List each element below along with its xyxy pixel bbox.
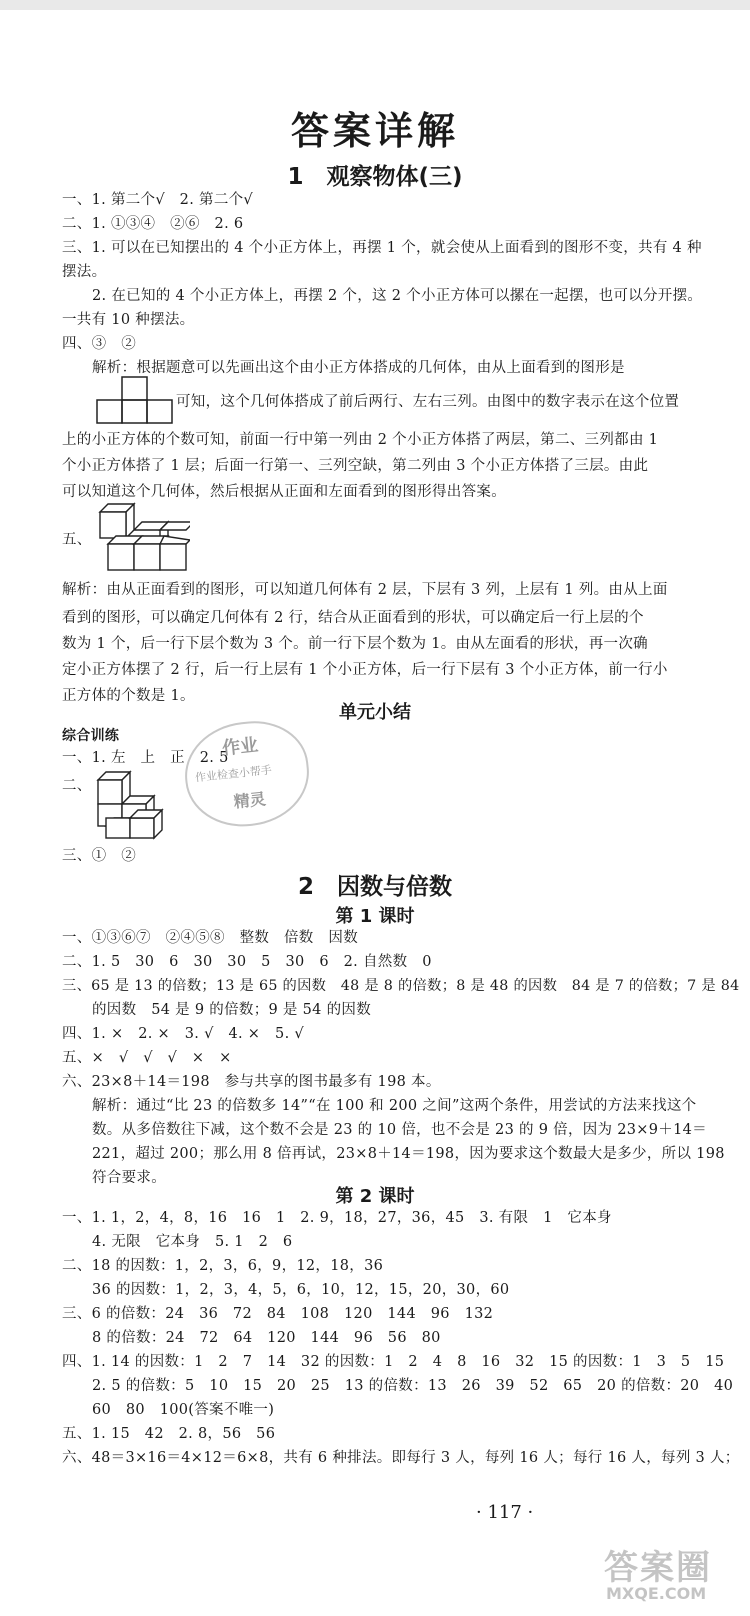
- answer-line: 60 80 100(答案不唯一): [92, 1402, 275, 1418]
- stamp-text-3: 精灵: [232, 789, 267, 812]
- analysis-line: 正方体的个数是 1。: [62, 688, 195, 704]
- lesson1-heading: 第 1 课时: [335, 906, 415, 927]
- answer-line: 五、1. 15 42 2. 8，56 56: [62, 1426, 276, 1442]
- analysis-line: 个小正方体搭了 1 层；后面一行第一、三列空缺，第二列由 3 个小正方体搭了三层。由此: [62, 458, 649, 474]
- answer-line: 六、48＝3×16＝4×12＝6×8，共有 6 种排法。即每行 3 人，每列 16 人；每行 16 人，每列 3 人；: [62, 1450, 740, 1466]
- answer-line: 一、1. 左 上 正 2. 5: [62, 750, 229, 766]
- analysis-line: 221，超过 200；那么用 8 倍再试，23×8＋14＝198，因为要求这个数最大是多少，所以 198: [92, 1146, 725, 1162]
- unit1-heading: 1 观察物体(三): [287, 164, 463, 190]
- summary-label: 综合训练: [62, 728, 120, 744]
- analysis-line: 数。从多倍数往下减，这个数不会是 23 的 10 倍，也不会是 23 的 9 倍，因为 23×9＋14＝: [92, 1122, 707, 1138]
- analysis-line: 上的小正方体的个数可知，前面一行中第一列由 2 个小正方体搭了两层，第二、三列都由 1: [62, 432, 659, 448]
- site-watermark: [598, 1540, 738, 1610]
- answer-line: 三、① ②: [62, 848, 136, 864]
- lesson2-heading: 第 2 课时: [335, 1186, 415, 1207]
- answer-line: 8 的倍数：24 72 64 120 144 96 56 80: [92, 1330, 441, 1346]
- analysis-line: 数为 1 个，后一行下层个数为 3 个。前一行下层个数为 1。由从左面看的形状，再一次确: [62, 636, 648, 652]
- answer-line: 三、1. 可以在已知摆出的 4 个小正方体上，再摆 1 个，就会使从上面看到的图形不变，共有 4 种: [62, 240, 702, 256]
- analysis-line: 符合要求。: [92, 1170, 166, 1186]
- answer-line: 四、1. 14 的因数：1 2 7 14 32 的因数：1 2 4 8 16 32 15 的因数：1 3 5 15: [62, 1354, 725, 1370]
- answer-line: 一共有 10 种摆法。: [62, 312, 195, 328]
- analysis-line: 定小正方体摆了 2 行，后一行上层有 1 个小正方体，后一行下层有 3 个小正方体，前一行小: [62, 662, 668, 678]
- unit2-heading: 2 因数与倍数: [297, 874, 452, 900]
- answer-line: 一、1. 第二个√ 2. 第二个√: [62, 192, 253, 208]
- homework-stamp: [180, 716, 314, 832]
- page-title: 答案详解: [290, 109, 459, 153]
- answer-line: 五、× √ √ √ × ×: [62, 1050, 232, 1066]
- cube-figure-2: [94, 770, 164, 840]
- analysis-line: 可知，这个几何体搭成了前后两行、左右三列。由图中的数字表示在这个位置: [176, 394, 680, 410]
- answer-line: 的因数 54 是 9 的倍数；9 是 54 的因数: [92, 1002, 372, 1018]
- answer-line: 2. 5 的倍数：5 10 15 20 25 13 的倍数：13 26 39 52 65 20 的倍数：20 40: [92, 1378, 734, 1394]
- analysis-line: 看到的图形，可以确定几何体有 2 行，结合从正面看到的形状，可以确定后一行上层的个: [62, 610, 644, 626]
- top-view-figure: [96, 376, 174, 424]
- watermark-logo-text: 答案圈: [604, 1548, 712, 1588]
- cube-figure-1: [92, 502, 190, 576]
- answer-line: 六、23×8＋14＝198 参与共享的图书最多有 198 本。: [62, 1074, 441, 1090]
- analysis-line: 可以知道这个几何体，然后根据从正面和左面看到的图形得出答案。: [62, 484, 506, 500]
- answer-line: 四、③ ②: [62, 336, 136, 352]
- answer-line: 摆法。: [62, 264, 107, 280]
- answer-line: 一、①③⑥⑦ ②④⑤⑧ 整数 倍数 因数: [62, 930, 358, 946]
- answer-line: 四、1. × 2. × 3. √ 4. × 5. √: [62, 1026, 304, 1042]
- stamp-text-2: 作业检查小帮手: [194, 763, 273, 785]
- answer-line: 二、1. ①③④ ②⑥ 2. 6: [62, 216, 244, 232]
- answer-line: 五、: [62, 532, 92, 548]
- answer-line: 三、65 是 13 的倍数；13 是 65 的因数 48 是 8 的倍数；8 是 48 的因数 84 是 7 的倍数；7 是 84: [62, 978, 740, 994]
- summary-heading: 单元小结: [339, 702, 411, 723]
- watermark-url: MXQE.COM: [606, 1584, 707, 1603]
- page-number: · 117 ·: [476, 1502, 534, 1523]
- answer-line: 4. 无限 它本身 5. 1 2 6: [92, 1234, 293, 1250]
- stamp-text-1: 作业: [221, 734, 260, 760]
- answer-line: 2. 在已知的 4 个小正方体上，再摆 2 个，这 2 个小正方体可以摞在一起摆，也可以分开摆。: [92, 288, 703, 304]
- analysis-line: 解析：根据题意可以先画出这个由小正方体搭成的几何体，由从上面看到的图形是: [92, 360, 625, 376]
- analysis-line: 解析：由从正面看到的图形，可以知道几何体有 2 层，下层有 3 列，上层有 1 列。由从上面: [62, 582, 668, 598]
- answer-line: 36 的因数：1，2，3，4，5，6，10，12，15，20，30，60: [92, 1282, 510, 1298]
- answer-line: 一、1. 1，2，4，8，16 16 1 2. 9，18，27，36，45 3. 有限 1 它本身: [62, 1210, 612, 1226]
- analysis-line: 解析：通过“比 23 的倍数多 14”“在 100 和 200 之间”这两个条件，用尝试的方法来找这个: [92, 1098, 697, 1114]
- answer-line: 三、6 的倍数：24 36 72 84 108 120 144 96 132: [62, 1306, 494, 1322]
- answer-line: 二、18 的因数：1，2，3，6，9，12，18，36: [62, 1258, 384, 1274]
- answer-line: 二、: [62, 778, 92, 794]
- answer-line: 二、1. 5 30 6 30 30 5 30 6 2. 自然数 0: [62, 954, 432, 970]
